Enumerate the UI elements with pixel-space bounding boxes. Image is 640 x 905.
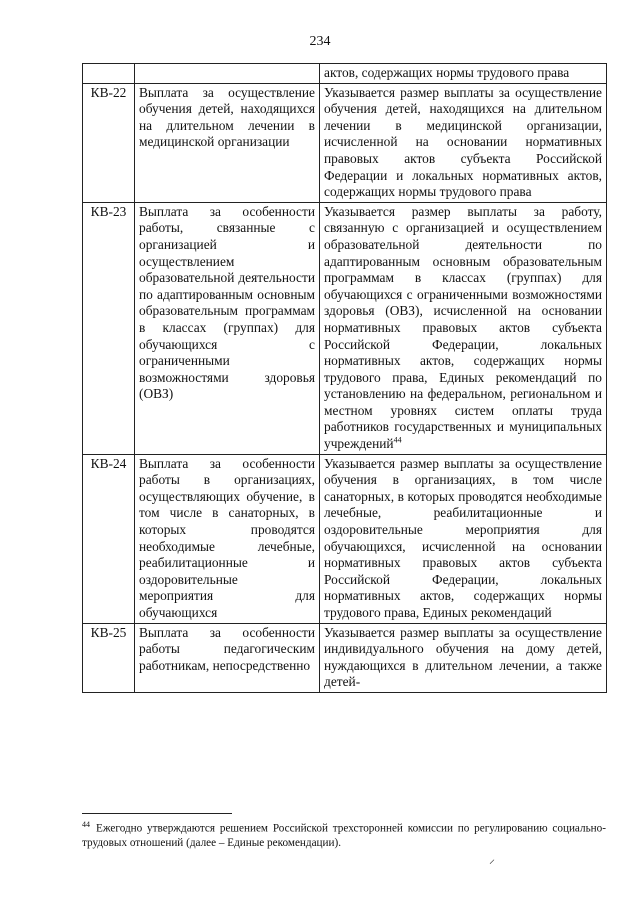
page-number: 234 — [309, 34, 331, 49]
row-code: КВ-25 — [83, 623, 135, 692]
footnote-text: Ежегодно утверждаются решением Российской трехсторонней комиссии по регулированию социально-трудовых отношений (далее – Единые рекомендации). — [82, 822, 606, 850]
row-code: КВ-22 — [83, 83, 135, 202]
table-row — [83, 454, 607, 623]
table-row — [83, 623, 607, 692]
row-description-text: Указывается размер выплаты за работу, связанную с организацией и осуществлением образовательной деятельности по адаптированным основным образовательным программам в классах (группах) для обучающихся с ограниченными возможностями здоровья (ОВЗ), исчисленной на основании нормативных правовых актов субъекта Российской Федерации, локальных нормативных актов, содержащих нормы трудового права, Единых рекомендаций по установлению на федеральном, региональном и местном уровнях систем оплаты труда работников государственных и муниципальных учреждений — [324, 203, 602, 452]
row-description: актов, содержащих нормы трудового права — [320, 64, 607, 84]
row-code: КВ-24 — [83, 454, 135, 623]
row-code: КВ-23 — [83, 202, 135, 454]
row-name — [135, 64, 320, 84]
table-row — [83, 202, 607, 454]
row-description: Указывается размер выплаты за осуществление обучения детей, находящихся на длительном лечении в медицинской организации, исчисленной на основании нормативных правовых актов субъекта Российской Федерации и локальных нормативных актов, содержащих нормы трудового права — [320, 83, 607, 202]
payments-table — [82, 63, 607, 693]
pen-mark-icon: ⸝ — [489, 852, 496, 866]
row-name: Выплата за осуществление обучения детей, находящихся на длительном лечении в медицинской организации — [135, 83, 320, 202]
row-description — [320, 202, 607, 454]
footnote-reference: 44 — [393, 435, 402, 445]
table-row — [83, 83, 607, 202]
row-name: Выплата за особенности работы, связанные с организацией и осуществлением образовательной деятельности по адаптированным основным образовательным программам в классах (группах) для обучающихся с ограниченными возможностями здоровья (ОВЗ) — [135, 202, 320, 454]
row-name: Выплата за особенности работы в организациях, осуществляющих обучение, в том числе в санаторных, в которых проводятся необходимые лечебные, реабилитационные и оздоровительные мероприятия для обучающихся — [135, 454, 320, 623]
row-description: Указывается размер выплаты за осуществление индивидуального обучения на дому детей, нуждающихся в длительном лечении, а также детей- — [320, 623, 607, 692]
footnote — [82, 818, 606, 851]
footnote-mark: 44 — [82, 820, 90, 829]
row-name: Выплата за особенности работы педагогическим работникам, непосредственно — [135, 623, 320, 692]
row-description: Указывается размер выплаты за осуществление обучения в организациях, в том числе санаторных, в которых проводятся необходимые лечебные, реабилитационные и оздоровительные мероприятия для обучающихся, исчисленной на основании нормативных правовых актов субъекта Российской Федерации, локальных нормативных актов, содержащих нормы трудового права, Единых рекомендаций — [320, 454, 607, 623]
row-code — [83, 64, 135, 84]
table-row — [83, 64, 607, 84]
footnote-divider — [82, 813, 232, 814]
